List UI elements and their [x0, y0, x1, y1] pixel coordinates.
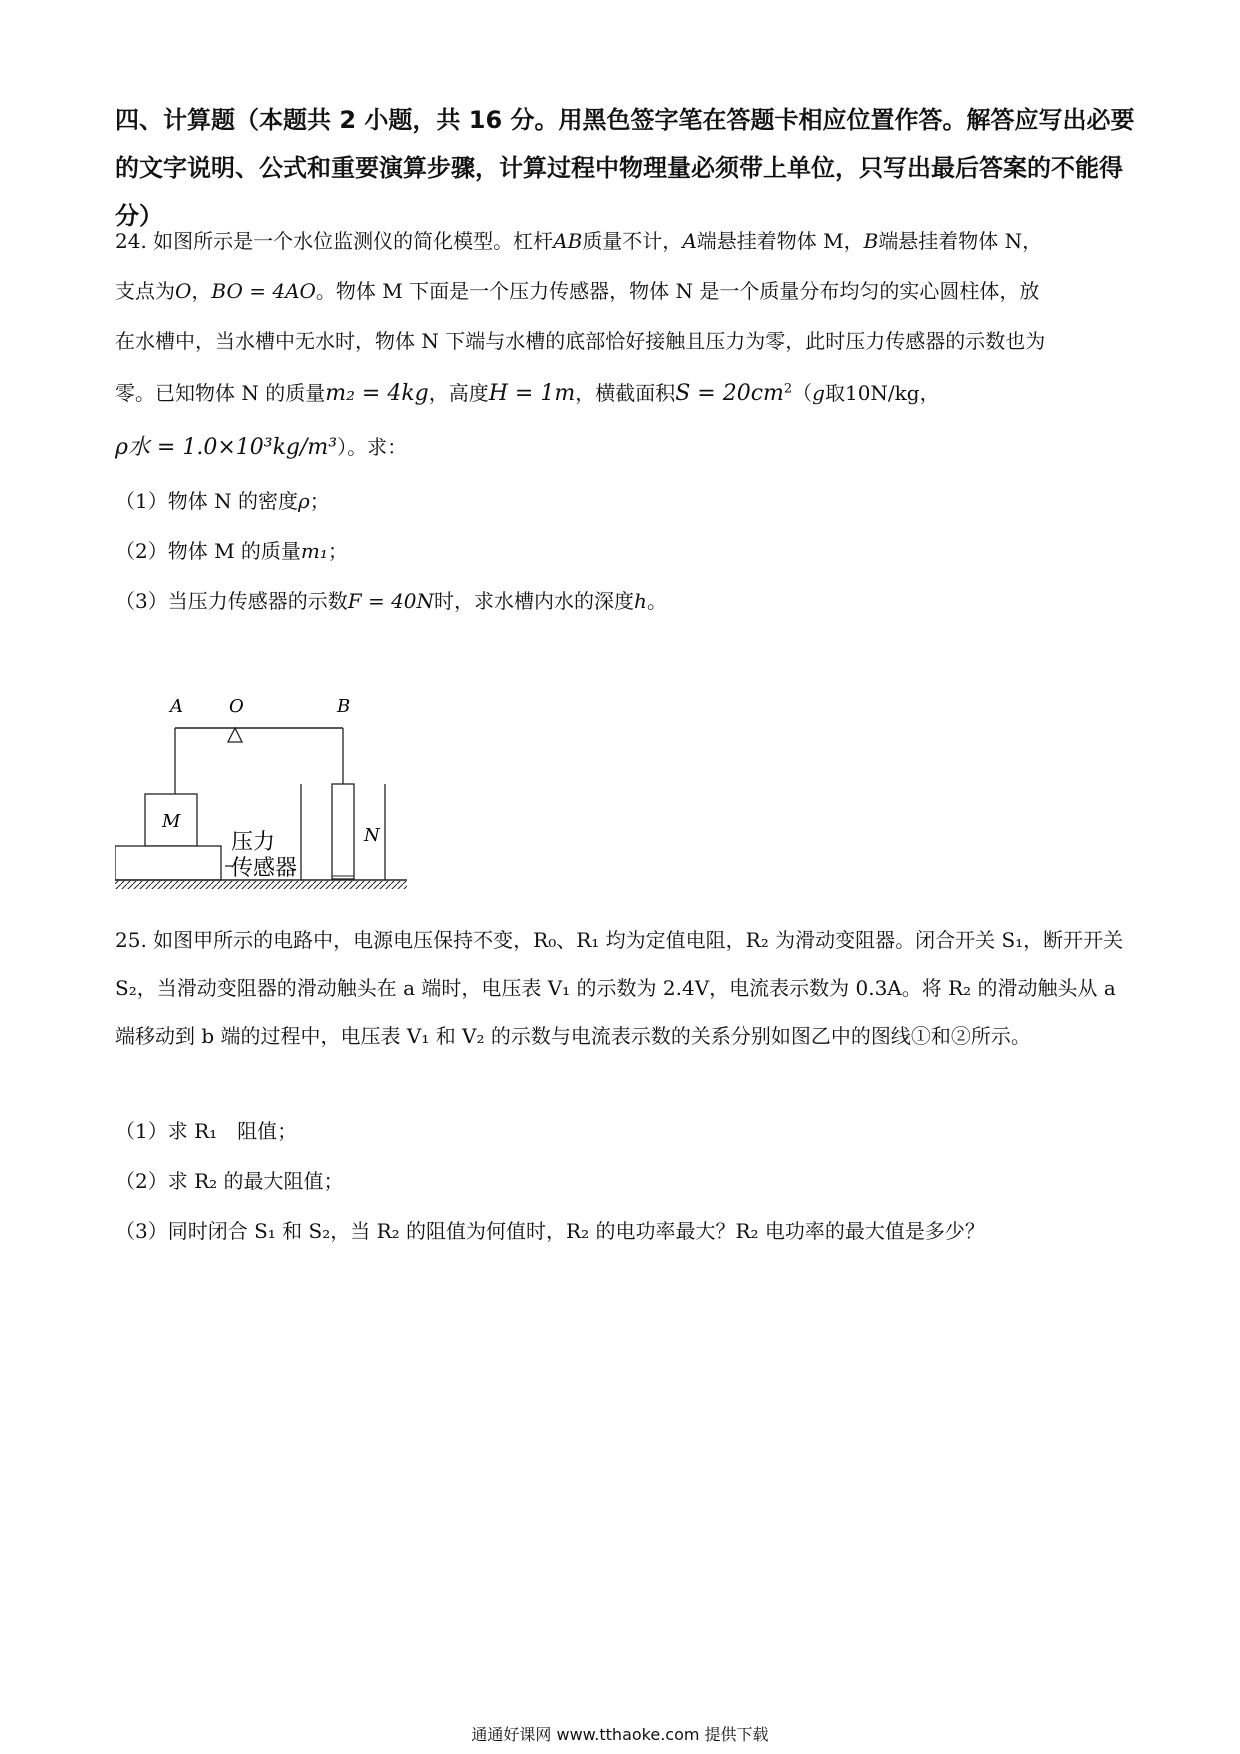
label-o: O	[229, 696, 244, 717]
q24-m1-symbol: m₁	[300, 539, 328, 563]
q25-sub-2: （2）求 R₂ 的最大阻值；	[115, 1169, 344, 1193]
label-a: A	[170, 696, 183, 717]
q24-text: （	[792, 381, 813, 405]
lever-figure	[115, 686, 465, 898]
q24-depth-symbol: h	[634, 589, 647, 613]
q24-text: ，	[191, 279, 212, 303]
q24-force-eq: F = 40N	[347, 589, 435, 613]
q25-sub-3: （3）同时闭合 S₁ 和 S₂，当 R₂ 的阻值为何值时，R₂ 的电功率最大？R₂ 电功率的最大值是多少？	[115, 1219, 985, 1243]
q24-sub-text: 时，求水槽内水的深度	[434, 589, 635, 613]
q24-sub-text: （1）物体 N 的密度	[115, 489, 298, 513]
q24-fulcrum-o: O	[175, 279, 192, 303]
q24-text: 质量不计，	[582, 229, 683, 253]
q24-sub-text: （2）物体 M 的质量	[115, 539, 301, 563]
q24-text: 取10N/kg，	[824, 381, 940, 405]
object-n	[332, 784, 354, 879]
q25-sub-1: （1）求 R₁ 阻值；	[115, 1119, 298, 1143]
lever-diagram	[115, 686, 465, 898]
q24-text: ，横截面积	[575, 381, 676, 405]
q24-line-2	[115, 276, 1135, 306]
q24-ratio-equation: BO = 4AO	[211, 279, 316, 303]
sensor-label-1: 压力	[231, 830, 276, 855]
q24-area-exponent: 2	[783, 381, 793, 397]
label-m: M	[162, 811, 181, 832]
q24-line-4	[115, 378, 1135, 409]
q24-point-a: A	[682, 229, 697, 253]
q24-text: 端悬挂着物体 N，	[878, 229, 1043, 253]
q24-sub-3	[115, 586, 667, 616]
q24-text: ，高度	[428, 381, 489, 405]
q24-point-b: B	[863, 229, 879, 253]
label-b: B	[337, 696, 351, 717]
ground-hatch	[115, 881, 407, 889]
q25-paragraph: 25. 如图甲所示的电路中，电源电压保持不变，R₀、R₁ 均为定值电阻，R₂ 为滑动变阻器。闭合开关 S₁，断开开关 S₂，当滑动变阻器的滑动触头在 a 端时，电压表 V₁ 的示数为 2.4V，电流表示数为 0.3A。将 R₂ 的滑动触头从 a 端移动到 b 端的过程中，电压表 V₁ 和 V₂ 的示数与电流表示数的关系分别如图乙中的图线①和②所示。	[115, 928, 1124, 1048]
q24-text: 。物体 M 下面是一个压力传感器，物体 N 是一个质量分布均匀的实心圆柱体，放	[315, 279, 1040, 303]
pressure-sensor	[115, 846, 221, 880]
q24-gravity-symbol: g	[812, 381, 825, 405]
section-title: 四、计算题（本题共 2 小题，共 16 分。用黑色签字笔在答题卡相应位置作答。解答应写出必要的文字说明、公式和重要演算步骤，计算过程中物理量必须带上单位，只写出最后答案的不能得分）	[115, 106, 1135, 230]
q24-rho-symbol: ρ	[297, 489, 310, 513]
q24-text: 支点为	[115, 279, 175, 303]
q24-line-5	[115, 432, 1135, 463]
q24-line-1	[115, 226, 1135, 256]
q24-mass-eq: m₂ = 4kg	[325, 381, 429, 406]
q24-water-density: ρ水 = 1.0×10³kg/m³	[115, 435, 338, 460]
q24-sub-2	[115, 536, 348, 566]
footer-download-note: 通通好课网 www.tthaoke.com 提供下载	[471, 1725, 769, 1744]
q24-lever-ab: AB	[553, 229, 583, 253]
q24-sub-1	[115, 486, 330, 516]
q24-line-3: 在水槽中，当水槽中无水时，物体 N 下端与水槽的底部恰好接触且压力为零，此时压力传感器的示数也为	[115, 329, 1046, 353]
q24-text: ）。求：	[337, 435, 408, 459]
q24-sub-text: ；	[327, 539, 348, 563]
label-n: N	[364, 825, 380, 846]
q24-height-eq: H = 1m	[488, 381, 576, 406]
fulcrum-triangle	[228, 728, 242, 742]
sensor-label-2: 传感器	[231, 856, 298, 881]
q24-text: 端悬挂着物体 M，	[696, 229, 864, 253]
q24-text: 零。已知物体 N 的质量	[115, 381, 326, 405]
q24-sub-text: 。	[646, 589, 667, 613]
q24-sub-text: （3）当压力传感器的示数	[115, 589, 348, 613]
q24-sub-text: ；	[309, 489, 330, 513]
q24-area-eq: S = 20cm	[675, 381, 784, 406]
q24-text: 24. 如图所示是一个水位监测仪的简化模型。杠杆	[115, 229, 554, 253]
